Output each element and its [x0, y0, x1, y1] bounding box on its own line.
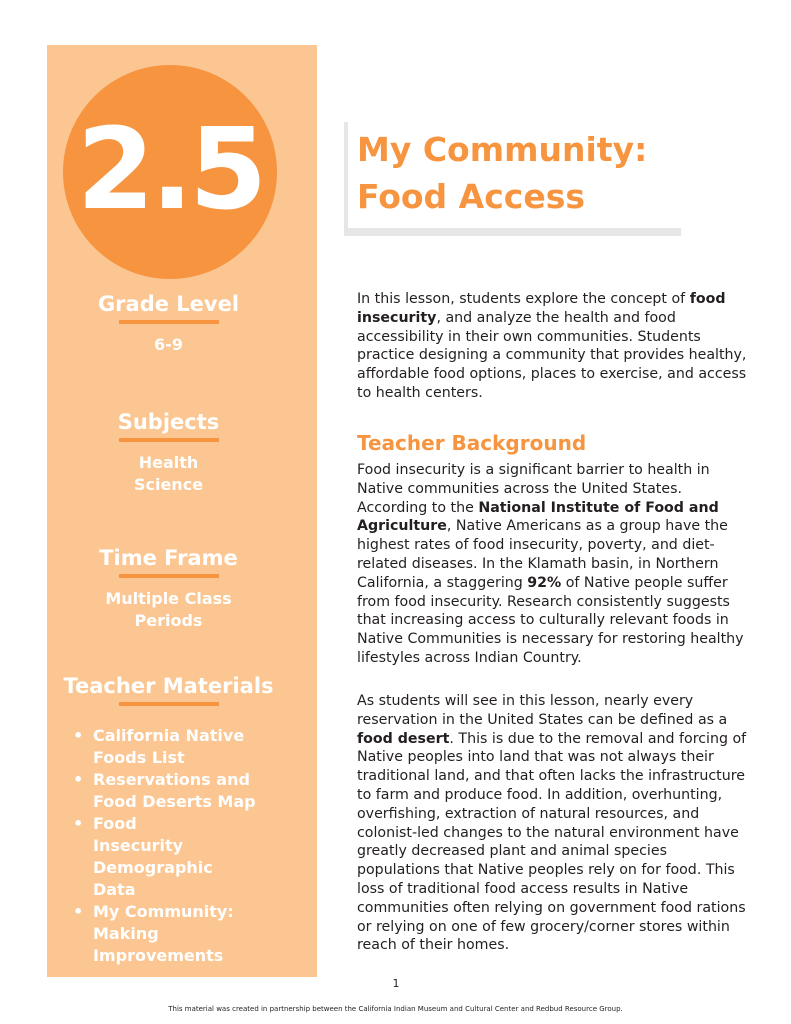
paragraph-text: . This is due to the removal and forcing of Native peoples into land that was not always their traditional land, and that often lacks the infrastructure to farm and produce food. In addition, overhunting, overfishing, extraction of natural resources, and colonist-led changes to the natural environment have greatly decreased plant and animal species populations that Native peoples rely on for food. This loss of traditional food access results in Native communities often relying on government food rations or relying on one of few grocery/corner stores within reach of their homes. [357, 730, 747, 954]
teacher-background-heading: Teacher Background [357, 431, 587, 455]
page-number: 1 [392, 977, 400, 990]
bold-term: National Institute of Food and Agriculture [357, 499, 719, 535]
material-line: Making [93, 924, 159, 943]
teacher-materials-section [47, 673, 290, 706]
lesson-sidebar [47, 45, 317, 977]
material-line: • California Native [93, 726, 245, 745]
page-title-line2: Food Access [357, 177, 585, 216]
material-line: Demographic [93, 858, 213, 877]
grade-level-section [47, 291, 290, 356]
material-line: Insecurity [93, 836, 184, 855]
time-frame-value-line2: Periods [134, 611, 203, 630]
background-paragraph-1 [357, 461, 752, 668]
material-line: • Reservations and [93, 770, 250, 789]
title-accent-bar [344, 122, 348, 234]
page-title-line1: My Community: [357, 130, 648, 169]
paragraph-text: of Native people suffer from food insecurity. Research consistently suggests that increasing access to culturally relevant foods in Native Communities is necessary for restoring healthy lifestyles across Indian Country. [357, 574, 744, 666]
grade-level-divider [119, 320, 219, 324]
list-item [69, 769, 299, 813]
grade-level-heading: Grade Level [97, 292, 240, 316]
bold-term: 92% [527, 574, 562, 591]
teacher-materials-list [69, 725, 299, 967]
time-frame-divider [119, 574, 219, 578]
grade-level-value: 6-9 [154, 335, 183, 354]
list-item [69, 901, 299, 967]
page-title [357, 126, 757, 220]
intro-bold-term: food insecurity [357, 291, 726, 326]
intro-paragraph [357, 290, 752, 403]
teacher-materials-divider [119, 702, 219, 706]
subjects-divider [119, 438, 219, 442]
subjects-section [47, 409, 290, 496]
intro-text: , and analyze the health and food accessibility in their own communities. Students practice designing a community that provides healthy, affordable food options, places to exercise, and access to health centers. [357, 309, 747, 401]
material-line: Foods List [93, 748, 185, 767]
time-frame-section [47, 545, 290, 632]
bold-term: food desert [357, 730, 450, 747]
footer-credit: This material was created in partnership between the California Indian Museum and Cultural Center and Redbud Resource Group. [168, 1005, 623, 1013]
background-paragraph-2 [357, 692, 752, 955]
subjects-heading: Subjects [117, 410, 220, 434]
material-line: Food Deserts Map [93, 792, 256, 811]
material-line: Data [93, 880, 136, 899]
lesson-number-badge [63, 65, 277, 279]
intro-text: In this lesson, students explore the concept of [357, 291, 690, 307]
subject-item: Science [133, 475, 204, 494]
paragraph-text: As students will see in this lesson, nearly every reservation in the United States can be defined as a [357, 693, 728, 728]
lesson-number: 2.5 [76, 105, 264, 235]
material-line: Improvements [93, 946, 224, 965]
subject-item: Health [138, 453, 199, 472]
title-underline [344, 228, 681, 236]
material-line: • Food [93, 814, 137, 833]
teacher-materials-heading: Teacher Materials [63, 674, 274, 698]
paragraph-text: , Native Americans as a group have the highest rates of food insecurity, poverty, and diet-related diseases. In the Klamath basin, in Northern California, a staggering [357, 518, 728, 591]
material-line: • My Community: [93, 902, 234, 921]
time-frame-heading: Time Frame [99, 546, 238, 570]
paragraph-text: Food insecurity is a significant barrier to health in Native communities across the United States. According to the [357, 462, 710, 516]
time-frame-value-line1: Multiple Class [105, 589, 232, 608]
list-item [69, 813, 299, 901]
list-item [69, 725, 299, 769]
